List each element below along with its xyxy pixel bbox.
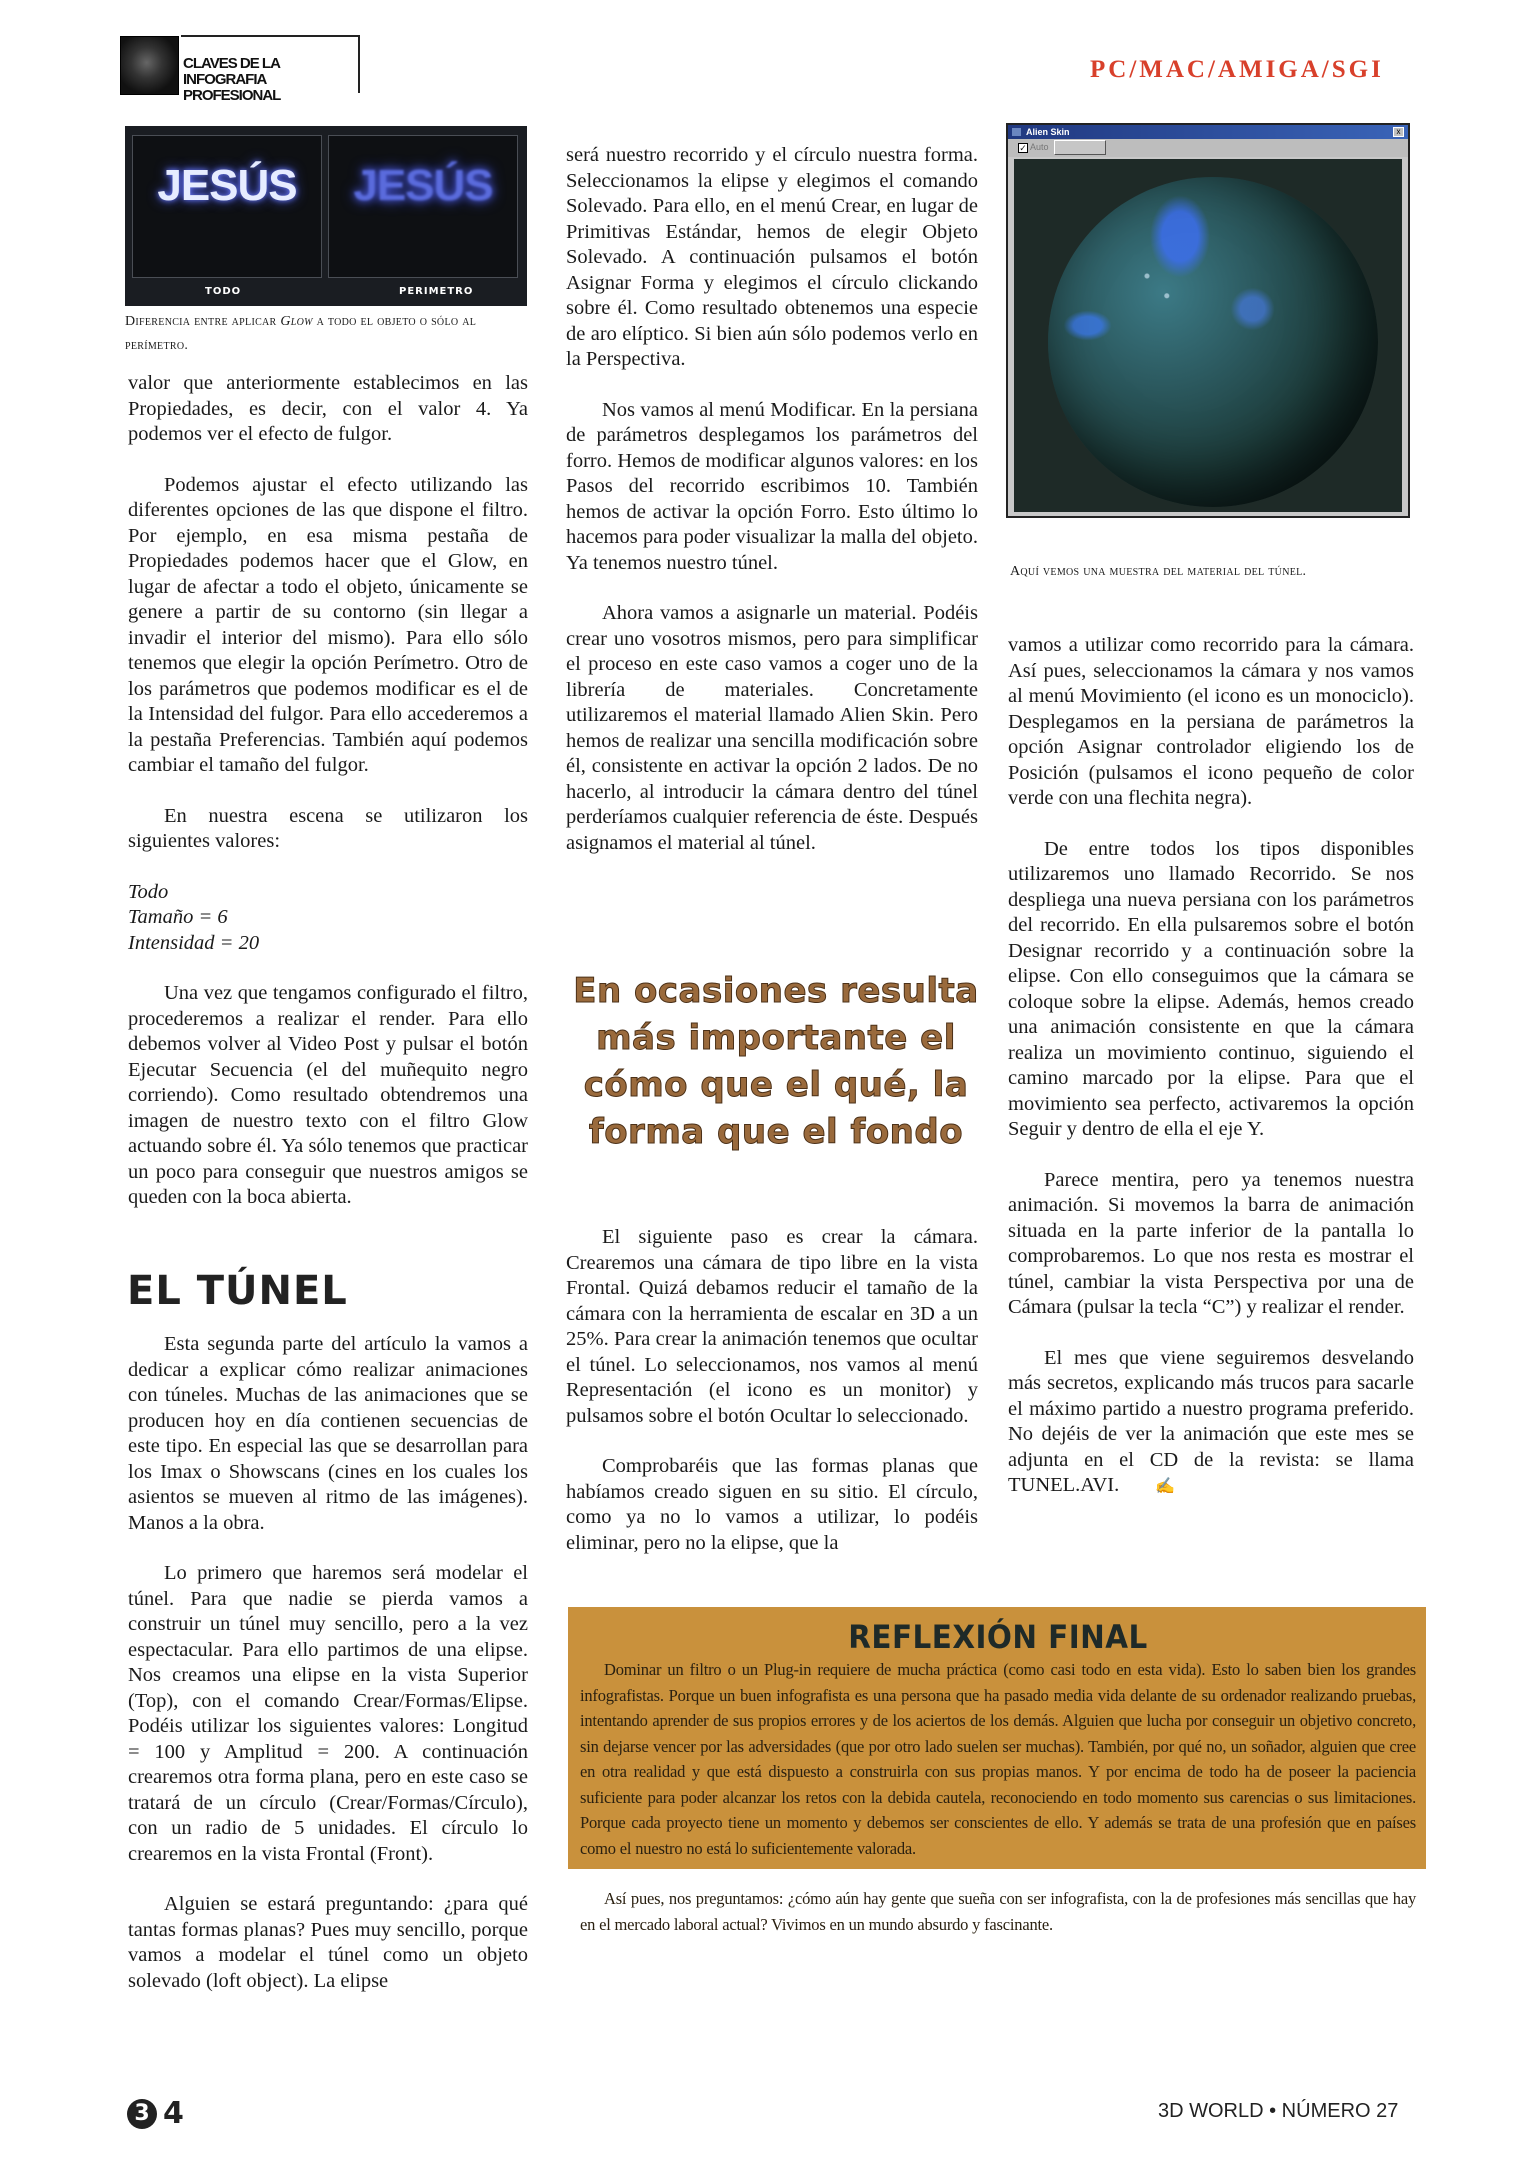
values-list [128,880,528,957]
value-item: Intensidad = 20 [128,931,260,954]
page-number-digit: 4 [163,2096,184,2131]
paragraph: Esta segunda parte del artículo la vamos a dedicar a explicar cómo realizar animaciones con túneles. Muchas de las animaciones que se producen hoy en día contienen secuencias de este tipo. En especial las que se desarrollan para los Imax o Showscans (cines en los cuales los asientos se mueven al ritmo de las imágenes). Manos a la obra. [128,1333,528,1534]
column-3 [1008,633,1414,1524]
panel-todo [132,135,322,278]
magazine-issue: 3D WORLD • NÚMERO 27 [1158,2100,1399,2122]
close-icon: x [1393,127,1404,137]
paragraph: Nos vamos al menú Modificar. En la persiana de parámetros desplegamos los parámetros del forro. Hemos de modificar algunos valores: en los Pasos del recorrido escribimos 10. También hemos de activar la opción Forro. Esto último lo hacemos para poder visualizar la malla del objeto. Ya tenemos nuestro túnel. [566,398,978,574]
glow-text: JESÚS [157,161,297,210]
system-menu-icon [1012,128,1021,136]
window-title: Alien Skin [1026,127,1070,137]
update-button [1054,140,1106,155]
column-2-continued [566,1225,978,1581]
paragraph: En nuestra escena se utilizaron los siguientes valores: [128,804,528,852]
column-1-continued [128,1332,528,2019]
logo-line-2: INFOGRAFIA PROFESIONAL [183,71,281,104]
box-paragraph: Dominar un filtro o un Plug-in requiere de mucha práctica (como casi todo en esta vida). Esto lo saben bien los grandes infografistas. Porque un buen infografista es una persona que ha pasado media vida delante de su ordenador realizando pruebas, intentando aprender de sus propios errores y de los aciertos de los demás. Alguien que lucha por conseguir un objetivo concreto, sin dejarse vencer por las adversidades (que por otro lado suelen ser muchas). También, por qué no, un soñador, alguien que cree en otra realidad y que está dispuesto a construirla con sus propias manos. Y por encima de todo ha de poseer la paciencia suficiente para poder alcanzar los retos con la debida cautela, reconociendo en todo momento sus carencias o sus limitaciones. Porque cada proyecto tiene un momento y debemos ser conscientes de ello. Y además se trata de una profesión que en países como el nuestro no está lo suficientemente valorada. [580,1660,1416,1858]
logo-line-1: CLAVES DE LA [183,55,280,72]
caption-em: Glow [280,314,313,329]
section-heading: EL TÚNEL [127,1268,348,1314]
panel-perimetro [328,135,518,278]
alien-skin-material-window [1006,123,1410,518]
auto-checkbox: ✓ [1019,143,1027,153]
material-sphere [1048,177,1378,507]
glow-comparison-figure [125,126,527,306]
value-item: Tamaño = 6 [128,906,228,928]
auto-label: Auto [1030,142,1049,152]
window-toolbar [1008,139,1408,157]
column-1 [128,371,528,1236]
box-paragraph: Así pues, nos preguntamos: ¿cómo aún hay gente que sueña con ser infografista, con la de profesiones más sencillas que hay en el mercado laboral actual? Vivimos en un mundo absurdo y fascinante. [580,1889,1416,1934]
box-title: REFLEXIÓN FINAL [848,1618,1148,1656]
label-todo: TODO [205,286,242,297]
logo-text [183,56,360,104]
paragraph: Parece mentira, pero ya tenemos nuestra animación. Si movemos la barra de animación situada en la parte inferior de la pantalla lo comprobaremos. Lo que nos resta es mostrar el túnel, cambiar la vista Perspectiva por una de Cámara (pulsar la tecla “C”) y realizar el render. [1008,1168,1414,1318]
pen-end-icon: ✍ [1155,1478,1176,1495]
paragraph-text: El mes que viene seguiremos desvelando más secretos, explicando más trucos para sacarle el máximo partido a nuestro programa preferido. No dejéis de ver la animación que este mes se adjunta en el CD de la revista: se llama TUNEL.AVI. [1008,1346,1414,1496]
column-2 [566,143,978,881]
logo-image [120,36,179,95]
caption-text: a todo el objeto o sólo al perímetro. [125,314,477,353]
paragraph: vamos a utilizar como recorrido para la cámara. Así pues, seleccionamos la cámara y nos vamos al menú Movimiento (el icono es un monociclo). Desplegamos en la persiana de parámetros la opción Asignar controlador eligiendo los de Posición (pulsamos el icono pequeño de color verde con una flechita negra). [1008,634,1414,809]
window-titlebar [1008,125,1408,139]
reflexion-final-box [568,1607,1426,1934]
paragraph: Ahora vamos a asignarle un material. Podéis crear uno vosotros mismos, pero para simplificar el proceso en este caso vamos a coger uno de la librería de materiales. Concretamente utilizaremos el material llamado Alien Skin. Pero hemos de realizar una sencilla modificación sobre él, consistente en activar la opción 2 lados. De no hacerlo, al introducir la cámara dentro del túnel perderíamos cualquier referencia de éste. Después asignamos el material al túnel. [566,602,978,854]
pull-quote: En ocasiones resulta más importante el cómo que el qué, la forma que el fondo [573,971,979,1152]
figure2-caption: Aquí vemos una muestra del material del túnel. [1010,564,1307,579]
caption-text: Diferencia entre aplicar [125,314,281,329]
figure1-caption [125,310,525,358]
paragraph: será nuestro recorrido y el círculo nuestra forma. Seleccionamos la elipse y elegimos el comando Solevado. Para ello, en el menú Crear, en lugar de Primitivas Estándar, hemos de elegir Objeto Solevado. A continuación pulsamos el botón Asignar Forma y elegimos el círculo clickando sobre él. Como resultado obtenemos una especie de aro elíptico. Si bien aún sólo podemos verlo en la Perspectiva. [566,144,978,370]
paragraph [1008,1346,1414,1499]
paragraph: Alguien se estará preguntando: ¿para qué tantas formas planas? Pues muy sencillo, porque vamos a modelar el túnel como un objeto solevado (loft object). La elipse [128,1893,528,1992]
paragraph: valor que anteriormente establecimos en las Propiedades, es decir, con el valor 4. Ya podemos ver el efecto de fulgor. [128,372,528,445]
platform-tag: PC/MAC/AMIGA/SGI [1090,56,1384,83]
page-number [127,2096,184,2131]
paragraph: Lo primero que haremos será modelar el túnel. Para que nadie se pierda vamos a construir un túnel muy sencillo, pero a la vez espectacular. Para ello partimos de una elipse. Nos creamos una elipse en la vista Superior (Top), con el comando Crear/Formas/Elipse. Podéis utilizar los siguientes valores: Longitud = 100 y Amplitud = 200. A continuación crearemos otra forma plana, pero en este caso se tratará de un círculo (Crear/Formas/Círculo), con un radio de 5 unidades. El círculo lo crearemos en la vista Frontal (Front). [128,1562,528,1865]
paragraph: Una vez que tengamos configurado el filtro, procederemos a realizar el render. Para ello debemos volver al Video Post y pulsar el botón Ejecutar Secuencia (el del muñequito negro corriendo). Como resultado obtendremos una imagen de nuestro texto con el filtro Glow actuando sobre él. Ya sólo tenemos que practicar un poco para conseguir que nuestros amigos se queden con la boca abierta. [128,982,528,1208]
paragraph: De entre todos los tipos disponibles utilizaremos uno llamado Recorrido. Se nos despliega una nueva persiana con los parámetros del recorrido. En ella pulsaremos sobre el botón Designar recorrido y a continuación sobre la elipse. Con ello conseguimos que la cámara se coloque sobre la elipse. Además, hemos creado una animación consistente en que la cámara realiza un movimiento continuo, siguiendo el camino marcado por la elipse. Para que el movimiento sea perfecto, activaremos la opción Seguir y dentro de ella el eje Y. [1008,837,1414,1140]
label-perimetro: PERIMETRO [399,286,474,297]
paragraph: El siguiente paso es crear la cámara. Crearemos una cámara de tipo libre en la vista Frontal. Quizá debamos reducir el tamaño de la cámara con la herramienta de escalar en 3D a un 25%. Para crear la animación tenemos que ocultar el túnel. Lo seleccionamos, nos vamos al menú Representación (el icono es un monitor) y pulsamos sobre el botón Ocultar lo seleccionado. [566,1226,978,1427]
value-item: Todo [128,880,169,903]
page-number-circle: 3 [127,2099,157,2129]
material-preview [1014,159,1402,512]
paragraph: Comprobaréis que las formas planas que habíamos creado siguen en su sitio. El círculo, como ya no lo vamos a utilizar, lo podéis eliminar, pero no la elipse, que la [566,1455,978,1554]
paragraph: Podemos ajustar el efecto utilizando las diferentes opciones de las que dispone el filtro. Por ejemplo, en esa misma pestaña de Propiedades podemos hacer que el Glow, en lugar de afectar a todo el objeto, únicamente se genere a partir de su contorno (sin llegar a invadir el interior del mismo). Para ello sólo tenemos que elegir la opción Perímetro. Otro de los parámetros que podemos modificar es el de la Intensidad del fulgor. Para ello accederemos a la pestaña Preferencias. También aquí podemos cambiar el tamaño del fulgor. [128,473,528,776]
section-logo [120,36,360,104]
glow-text: JESÚS [353,161,493,210]
